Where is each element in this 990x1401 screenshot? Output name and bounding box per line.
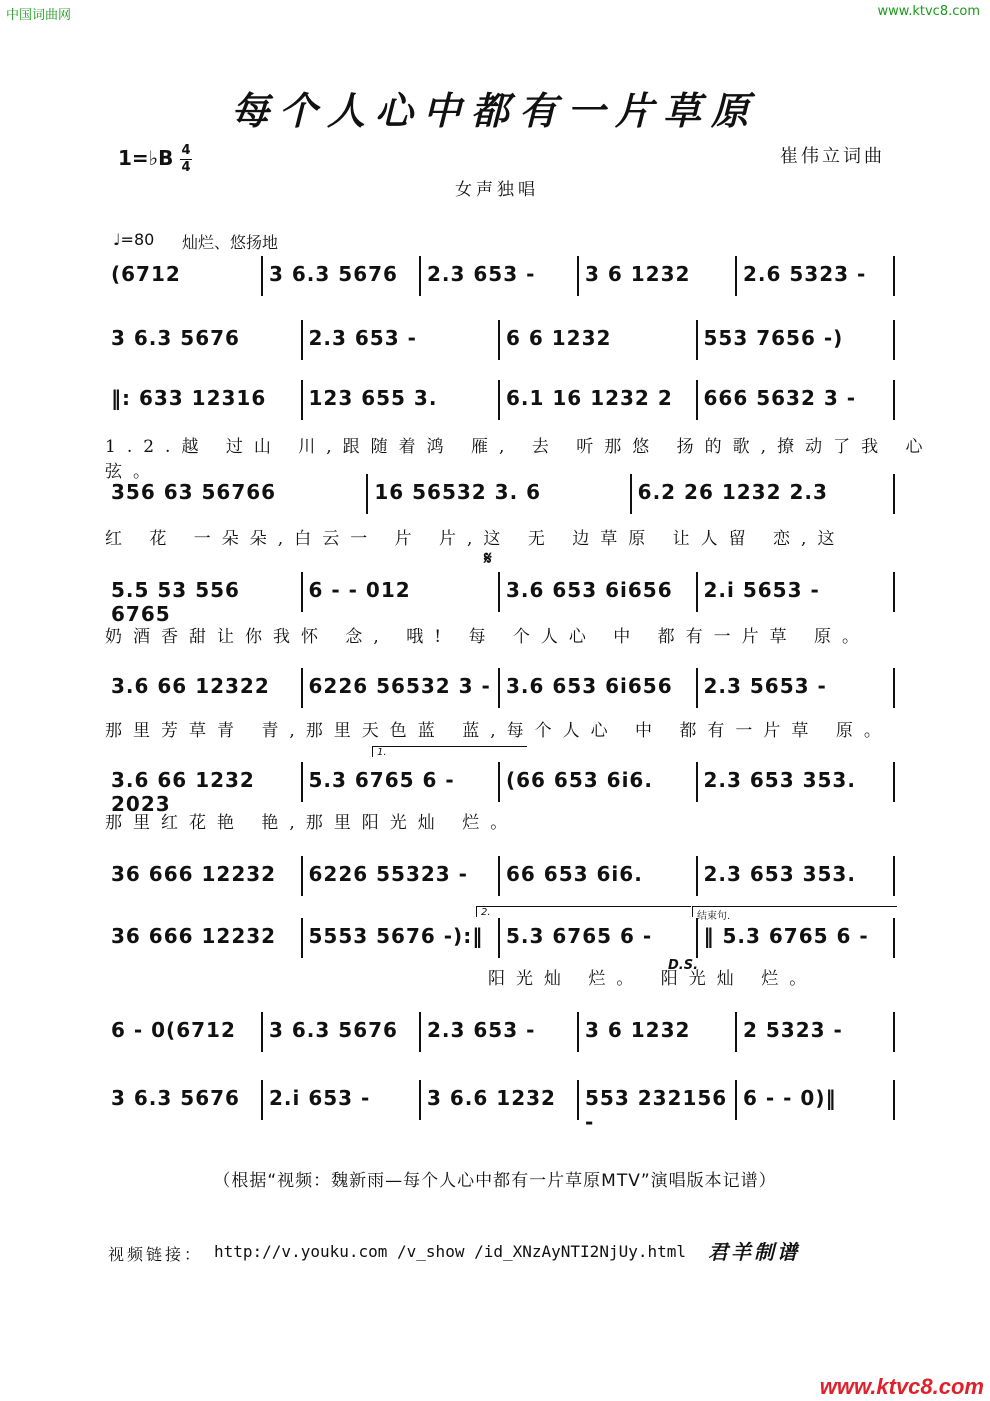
barline bbox=[893, 256, 895, 296]
measure: 2.3 653 353. bbox=[703, 862, 856, 886]
video-link-label: 视频链接： bbox=[108, 1245, 204, 1264]
staff-system bbox=[105, 918, 895, 958]
measure: 3 6.3 5676 bbox=[269, 262, 398, 286]
barline bbox=[893, 918, 895, 958]
staff-system bbox=[105, 572, 895, 626]
barline bbox=[498, 380, 500, 420]
measure: 6.1 16 1232 2 bbox=[506, 386, 673, 410]
time-signature bbox=[180, 144, 192, 175]
barline bbox=[301, 668, 303, 708]
staff-system bbox=[105, 380, 895, 420]
measure: 553 7656 -) bbox=[703, 326, 844, 350]
composer-credit: 崔伟立词曲 bbox=[780, 146, 885, 167]
measure: 6226 55323 - bbox=[308, 862, 468, 886]
measure: 2.i 653 - bbox=[269, 1086, 371, 1110]
measure: 16 56532 3. 6 bbox=[374, 480, 542, 504]
watermark-logo[interactable]: www.ktvc8.com bbox=[819, 1374, 984, 1399]
staff-system bbox=[105, 474, 895, 514]
measure: 5.3 6765 6 - bbox=[506, 924, 653, 948]
barline bbox=[577, 256, 579, 296]
key-signature: 1=♭B bbox=[118, 146, 174, 170]
barline bbox=[577, 1012, 579, 1052]
barline bbox=[735, 1080, 737, 1120]
measure: 553 232156 - bbox=[585, 1086, 728, 1134]
measure: 2.3 653 353. bbox=[703, 768, 856, 792]
coda-label: 结束句. bbox=[692, 906, 897, 917]
volta-second-ending: 2. bbox=[476, 906, 691, 917]
barline bbox=[893, 380, 895, 420]
measure: 6 - - 0)‖ bbox=[743, 1086, 837, 1110]
time-sig-bottom: 4 bbox=[181, 160, 191, 175]
measure: 6.2 26 1232 2.3 bbox=[637, 480, 828, 504]
measure: 3.6 66 12322 bbox=[111, 674, 270, 698]
barline bbox=[498, 918, 500, 958]
barline bbox=[301, 380, 303, 420]
barline bbox=[630, 474, 632, 514]
measure: 2.3 653 - bbox=[427, 1018, 536, 1042]
barline bbox=[893, 572, 895, 612]
barline bbox=[696, 380, 698, 420]
barline bbox=[498, 668, 500, 708]
barline bbox=[893, 320, 895, 360]
staff-system bbox=[105, 762, 895, 816]
measure: 3.6 653 6i656 bbox=[506, 578, 673, 602]
measure: 6 - 0(6712 bbox=[111, 1018, 236, 1042]
barline bbox=[893, 762, 895, 802]
site-name-left[interactable]: 中国词曲网 bbox=[6, 8, 72, 23]
staff-system bbox=[105, 1080, 895, 1134]
barline bbox=[301, 918, 303, 958]
measure: 3 6 1232 bbox=[585, 262, 691, 286]
measure: 5.5 53 556 6765 bbox=[111, 578, 240, 626]
measure: 6 6 1232 bbox=[506, 326, 612, 350]
video-link-url[interactable]: http://v.youku.com /v_show /id_XNzAyNTI2NjUy.html bbox=[214, 1242, 687, 1261]
measure: 66 653 6i6. bbox=[506, 862, 643, 886]
barline bbox=[419, 256, 421, 296]
barline bbox=[735, 256, 737, 296]
transcriber-signature: 君羊制谱 bbox=[708, 1240, 800, 1264]
staff-system bbox=[105, 1012, 895, 1052]
expression-marking: 灿烂、悠扬地 bbox=[182, 233, 279, 252]
measure: 3.6 653 6i656 bbox=[506, 674, 673, 698]
staff-system bbox=[105, 320, 895, 360]
measure: 666 5632 3 - bbox=[703, 386, 857, 410]
staff-system bbox=[105, 668, 895, 708]
barline bbox=[696, 762, 698, 802]
song-title: 每个人心中都有一片草原 bbox=[230, 88, 759, 133]
measure: 5553 5676 -):‖ bbox=[308, 924, 484, 948]
barline bbox=[498, 762, 500, 802]
measure: 3 6.3 5676 bbox=[111, 326, 240, 350]
measure: 3 6 1232 bbox=[585, 1018, 691, 1042]
measure: 356 63 56766 bbox=[111, 480, 277, 504]
barline bbox=[577, 1080, 579, 1120]
measure: 2.3 653 - bbox=[427, 262, 536, 286]
barline bbox=[301, 856, 303, 896]
staff-system bbox=[105, 256, 895, 296]
source-note: （根据“视频：魏新雨—每个人心中都有一片草原MTV”演唱版本记谱） bbox=[213, 1171, 777, 1191]
lyric-line: 那里芳草青 青,那里天色蓝 蓝,每个人心 中 都有一片草 原。 bbox=[105, 721, 892, 741]
barline bbox=[498, 856, 500, 896]
barline bbox=[696, 856, 698, 896]
segno-icon: 𝄋 bbox=[484, 548, 492, 569]
volta-first-ending: 1. bbox=[372, 746, 527, 757]
barline bbox=[261, 256, 263, 296]
barline bbox=[261, 1080, 263, 1120]
lyric-line: 红 花 一朵朵,白云一 片 片,这 无 边草原 让人留 恋,这 bbox=[105, 529, 846, 549]
measure: 6 - - 012 bbox=[308, 578, 411, 602]
barline bbox=[893, 474, 895, 514]
staff-system bbox=[105, 856, 895, 896]
measure: 36 666 12232 bbox=[111, 924, 277, 948]
measure: 2.3 653 - bbox=[308, 326, 417, 350]
measure: 3 6.6 1232 bbox=[427, 1086, 556, 1110]
barline bbox=[893, 1012, 895, 1052]
lyric-line: 1.2.越 过山 川,跟随着鸿 雁, 去 听那悠 扬的歌,撩动了我 心 弦。 bbox=[105, 437, 934, 482]
barline bbox=[419, 1080, 421, 1120]
barline bbox=[696, 320, 698, 360]
measure: 2.i 5653 - bbox=[703, 578, 820, 602]
barline bbox=[301, 762, 303, 802]
voice-type: 女声独唱 bbox=[455, 180, 539, 200]
measure: 5.3 6765 6 - bbox=[308, 768, 455, 792]
barline bbox=[301, 320, 303, 360]
barline bbox=[301, 572, 303, 612]
barline bbox=[735, 1012, 737, 1052]
measure: ‖: 633 12316 bbox=[111, 386, 267, 410]
lyric-line: 奶酒香甜让你我怀 念, 哦! 每 个人心 中 都有一片草 原。 bbox=[105, 627, 871, 647]
measure: 3 6.3 5676 bbox=[111, 1086, 240, 1110]
measure: 6226 56532 3 - bbox=[308, 674, 491, 698]
measure: ‖ 5.3 6765 6 - bbox=[703, 924, 869, 948]
lyric-line: 阳光灿 烂。 阳光灿 烂。 bbox=[488, 969, 818, 989]
barline bbox=[893, 856, 895, 896]
measure: (66 653 6i6. bbox=[506, 768, 653, 792]
barline bbox=[419, 1012, 421, 1052]
measure: 3.6 66 1232 2023 bbox=[111, 768, 255, 816]
measure: 2 5323 - bbox=[743, 1018, 843, 1042]
barline bbox=[261, 1012, 263, 1052]
measure: 36 666 12232 bbox=[111, 862, 277, 886]
barline bbox=[498, 320, 500, 360]
barline bbox=[696, 668, 698, 708]
barline bbox=[366, 474, 368, 514]
measure: 2.6 5323 - bbox=[743, 262, 867, 286]
time-sig-top: 4 bbox=[181, 143, 191, 158]
tempo-marking: ♩=80 bbox=[113, 230, 155, 249]
lyric-line: 那里红花艳 艳,那里阳光灿 烂。 bbox=[105, 813, 519, 833]
barline bbox=[893, 668, 895, 708]
site-name-right[interactable]: www.ktvc8.com bbox=[877, 4, 980, 19]
barline bbox=[696, 918, 698, 958]
measure: (6712 bbox=[111, 262, 181, 286]
dal-segno-marking: D.S. bbox=[668, 958, 699, 973]
barline bbox=[893, 1080, 895, 1120]
barline bbox=[498, 572, 500, 612]
measure: 123 655 3. bbox=[308, 386, 438, 410]
measure: 3 6.3 5676 bbox=[269, 1018, 398, 1042]
barline bbox=[696, 572, 698, 612]
measure: 2.3 5653 - bbox=[703, 674, 827, 698]
